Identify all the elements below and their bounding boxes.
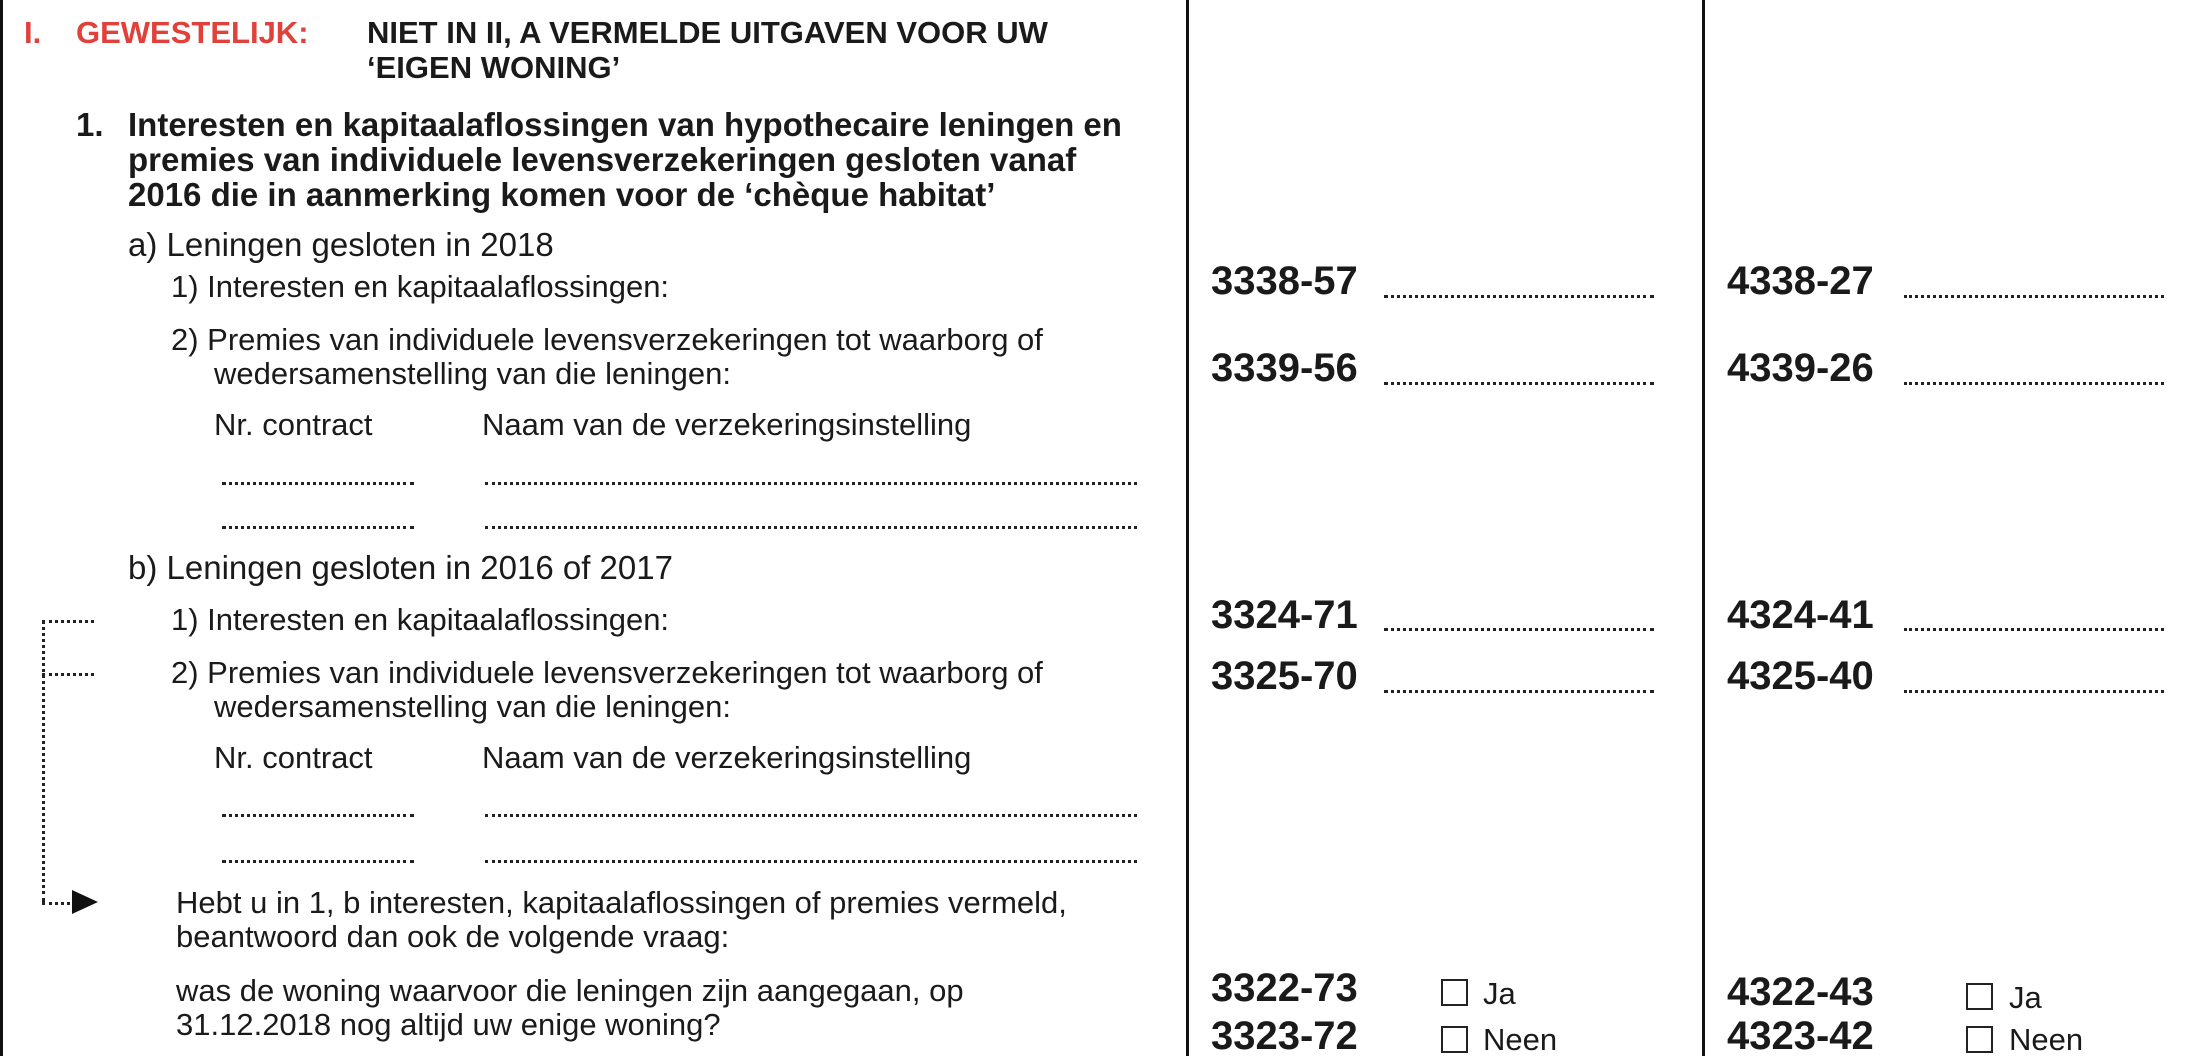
checkbox-neen-left-label: Neen [1483,1022,1558,1057]
code-3325-70: 3325-70 [1211,654,1358,698]
item-number: 1. [76,106,104,143]
part-a-row2-label-line2: wedersamenstelling van die leningen: [214,356,731,391]
part-a-contract-field-2[interactable] [222,526,414,529]
question-line1: was de woning waarvoor die leningen zijn aangegaan, op [176,973,964,1008]
checkbox-neen-left[interactable] [1441,1026,1468,1053]
part-b-title: b) Leningen gesloten in 2016 of 2017 [128,549,673,586]
checkbox-ja-right[interactable] [1966,983,1993,1010]
item-title-line1: Interesten en kapitaalaflossingen van hypothecaire leningen en [128,106,1122,143]
connector-line-row1 [42,620,94,623]
amount-field-3338-57[interactable] [1384,295,1654,298]
amount-field-4338-27[interactable] [1904,295,2164,298]
part-b-insurer-field-2[interactable] [485,860,1137,863]
question-line2: 31.12.2018 nog altijd uw enige woning? [176,1007,721,1042]
checkbox-ja-left-label: Ja [1483,976,1516,1011]
part-b-contract-field-1[interactable] [222,814,414,817]
connector-line-arrow [42,902,76,905]
checkbox-neen-right[interactable] [1966,1026,1993,1053]
section-number: I. [24,15,42,50]
part-a-insurer-header: Naam van de verzekeringsinstelling [482,407,972,442]
code-3338-57: 3338-57 [1211,259,1358,303]
part-a-contract-field-1[interactable] [222,482,414,485]
part-b-contract-header: Nr. contract [214,740,373,775]
amount-field-4339-26[interactable] [1904,382,2164,385]
amount-field-4325-40[interactable] [1904,690,2164,693]
code-4338-27: 4338-27 [1727,259,1874,303]
part-b-insurer-field-1[interactable] [485,814,1137,817]
code-3322-73: 3322-73 [1211,966,1358,1010]
part-a-contract-header: Nr. contract [214,407,373,442]
code-4339-26: 4339-26 [1727,346,1874,390]
checkbox-neen-right-label: Neen [2009,1022,2084,1057]
column-divider-left [1186,0,1189,1056]
item-title-line3: 2016 die in aanmerking komen voor de ‘chèque habitat’ [128,176,996,213]
amount-field-3325-70[interactable] [1384,690,1654,693]
part-a-insurer-field-2[interactable] [485,526,1137,529]
code-4325-40: 4325-40 [1727,654,1874,698]
note-line1: Hebt u in 1, b interesten, kapitaalaflossingen of premies vermeld, [176,885,1067,920]
section-label: GEWESTELIJK: [76,15,309,50]
amount-field-3339-56[interactable] [1384,382,1654,385]
section-title-line2: ‘EIGEN WONING’ [367,50,621,85]
column-divider-right [1702,0,1705,1056]
item-title-line2: premies van individuele levensverzekeringen gesloten vanaf [128,141,1077,178]
arrow-right-icon [72,890,98,914]
connector-line-vertical [42,620,45,902]
code-4323-42: 4323-42 [1727,1014,1874,1058]
left-border [0,0,3,1056]
code-4324-41: 4324-41 [1727,593,1874,637]
code-4322-43: 4322-43 [1727,970,1874,1014]
note-line2: beantwoord dan ook de volgende vraag: [176,919,730,954]
code-3324-71: 3324-71 [1211,593,1358,637]
code-3323-72: 3323-72 [1211,1014,1358,1058]
part-b-row2-label-line2: wedersamenstelling van die leningen: [214,689,731,724]
part-a-row1-label: 1) Interesten en kapitaalaflossingen: [171,269,670,304]
part-a-insurer-field-1[interactable] [485,482,1137,485]
part-b-insurer-header: Naam van de verzekeringsinstelling [482,740,972,775]
checkbox-ja-right-label: Ja [2009,980,2042,1015]
part-a-title: a) Leningen gesloten in 2018 [128,226,554,263]
code-3339-56: 3339-56 [1211,346,1358,390]
amount-field-3324-71[interactable] [1384,628,1654,631]
part-b-row1-label: 1) Interesten en kapitaalaflossingen: [171,602,670,637]
section-title-line1: NIET IN II, A VERMELDE UITGAVEN VOOR UW [367,15,1048,50]
checkbox-ja-left[interactable] [1441,979,1468,1006]
connector-line-row2 [42,673,94,676]
part-a-row2-label-line1: 2) Premies van individuele levensverzekeringen tot waarborg of [171,322,1043,357]
part-b-row2-label-line1: 2) Premies van individuele levensverzekeringen tot waarborg of [171,655,1043,690]
amount-field-4324-41[interactable] [1904,628,2164,631]
part-b-contract-field-2[interactable] [222,860,414,863]
